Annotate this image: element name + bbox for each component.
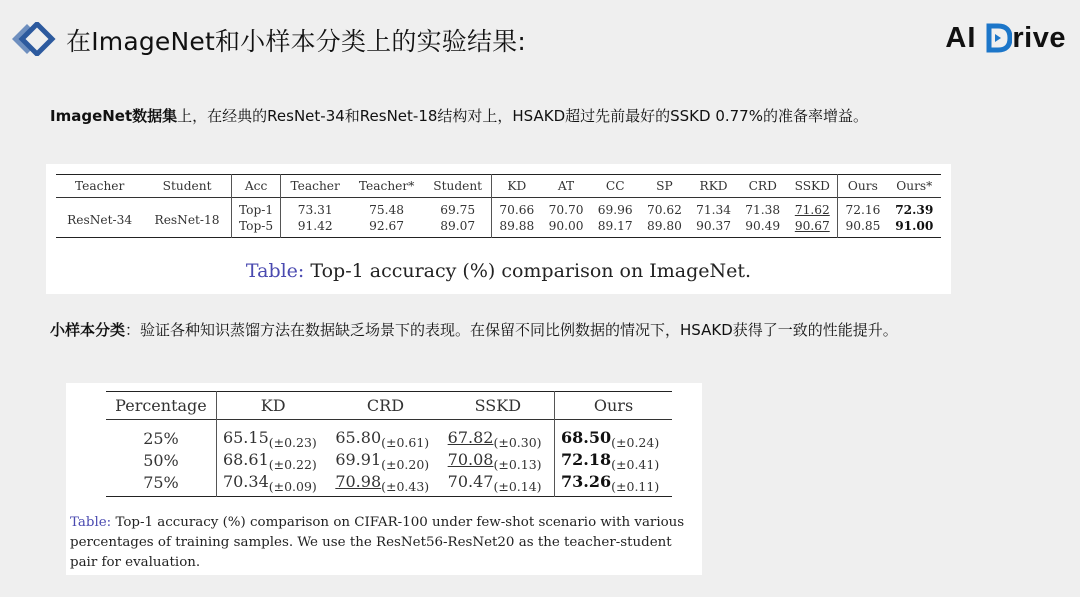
imagenet-table-caption bbox=[46, 260, 951, 282]
value: 68.50 bbox=[561, 428, 612, 447]
caption-label: Table: bbox=[70, 515, 112, 530]
table-cell bbox=[442, 471, 555, 497]
table-cell: 90.85 bbox=[838, 218, 888, 238]
col-header: SSKD bbox=[474, 396, 522, 415]
slide-title: 在ImageNet和小样本分类上的实验结果: bbox=[66, 27, 527, 56]
table-cell: 92.67 bbox=[369, 219, 405, 233]
std: (±0.30) bbox=[493, 435, 542, 450]
col-header: Ours* bbox=[896, 179, 933, 193]
table-cell: 71.34 bbox=[696, 203, 731, 217]
acc-cell: Top-1 bbox=[231, 198, 281, 219]
col-header: CC bbox=[605, 179, 625, 193]
col-header: SP bbox=[656, 179, 673, 193]
value: 65.15 bbox=[222, 428, 269, 447]
col-header: Student bbox=[162, 179, 212, 193]
table-cell bbox=[216, 449, 329, 471]
table-cell: 70.70 bbox=[548, 203, 584, 217]
std: (±0.20) bbox=[381, 457, 430, 472]
table-row bbox=[106, 471, 672, 497]
col-header: KD bbox=[216, 392, 329, 420]
table-cell bbox=[216, 420, 329, 450]
fewshot-lead: 小样本分类 bbox=[50, 321, 126, 339]
col-header: CRD bbox=[748, 179, 777, 193]
col-header: Student bbox=[433, 179, 483, 193]
table-cell: 70.62 bbox=[646, 203, 682, 217]
teacher-cell: ResNet-34 bbox=[67, 212, 133, 227]
value: 72.18 bbox=[561, 450, 612, 469]
std: (±0.09) bbox=[268, 479, 317, 494]
brand-ai-text: AI bbox=[945, 21, 977, 54]
std: (±0.22) bbox=[268, 457, 317, 472]
table-cell: 91.42 bbox=[281, 218, 349, 238]
imagenet-table-figure bbox=[46, 164, 951, 294]
col-header: Teacher bbox=[74, 179, 125, 193]
imagenet-table-header-row bbox=[56, 175, 941, 198]
table-cell: 89.88 bbox=[492, 218, 542, 238]
acc-cell: Top-5 bbox=[231, 218, 281, 238]
table-cell bbox=[555, 449, 672, 471]
std: (±0.14) bbox=[493, 479, 542, 494]
table-cell: 75.48 bbox=[369, 203, 405, 217]
std: (±0.61) bbox=[381, 435, 430, 450]
value: 69.91 bbox=[335, 450, 382, 469]
table-cell: 90.00 bbox=[548, 219, 584, 233]
table-cell bbox=[555, 420, 672, 450]
table-row bbox=[106, 449, 672, 471]
value: 70.34 bbox=[222, 472, 269, 491]
percentage-cell: 75% bbox=[143, 472, 179, 492]
table-cell: 72.39 bbox=[895, 203, 934, 217]
caption-text: Top-1 accuracy (%) comparison on ImageNet. bbox=[310, 260, 752, 282]
col-header: Teacher bbox=[281, 175, 349, 198]
table-cell: 69.96 bbox=[597, 203, 633, 217]
table-cell bbox=[216, 471, 329, 497]
col-header: Percentage bbox=[115, 396, 207, 415]
std: (±0.11) bbox=[611, 479, 660, 494]
table-row bbox=[56, 198, 941, 219]
std: (±0.43) bbox=[381, 479, 430, 494]
percentage-cell: 25% bbox=[143, 428, 179, 448]
table-cell: 71.62 bbox=[794, 203, 830, 217]
fewshot-description bbox=[50, 320, 955, 341]
table-cell bbox=[555, 471, 672, 497]
table-cell bbox=[442, 449, 555, 471]
value: 67.82 bbox=[447, 428, 494, 447]
brand-rive-text: rive bbox=[1012, 21, 1066, 54]
table-cell bbox=[329, 420, 441, 450]
table-cell bbox=[442, 420, 555, 450]
ai-drive-logo bbox=[945, 18, 1066, 58]
table-cell: 89.17 bbox=[597, 219, 633, 233]
imagenet-lead: ImageNet数据集 bbox=[50, 107, 178, 125]
table-cell: 73.31 bbox=[281, 198, 349, 219]
student-cell: ResNet-18 bbox=[154, 212, 220, 227]
table-cell: 89.80 bbox=[646, 219, 682, 233]
col-header: Ours bbox=[838, 175, 888, 198]
fewshot-table bbox=[106, 391, 672, 497]
table-cell: 91.00 bbox=[895, 219, 934, 233]
value: 70.98 bbox=[335, 472, 382, 491]
col-header: CRD bbox=[366, 396, 405, 415]
caption-text: Top-1 accuracy (%) comparison on CIFAR-100 under few-shot scenario with various percentages of training samples. We use the ResNet56-ResNet20 as the teacher-student pair for evaluation. bbox=[70, 515, 685, 570]
imagenet-table bbox=[56, 174, 941, 238]
table-row bbox=[106, 420, 672, 450]
col-header: RKD bbox=[699, 179, 728, 193]
value: 70.08 bbox=[447, 450, 494, 469]
table-cell: 90.49 bbox=[745, 219, 781, 233]
caption-label: Table: bbox=[245, 260, 305, 282]
fewshot-table-figure bbox=[66, 383, 702, 575]
col-header: Ours bbox=[555, 392, 672, 420]
fewshot-table-caption bbox=[70, 513, 698, 573]
drive-d-icon bbox=[986, 23, 1012, 53]
imagenet-description bbox=[50, 106, 955, 127]
std: (±0.41) bbox=[611, 457, 660, 472]
value: 65.80 bbox=[335, 428, 382, 447]
table-cell bbox=[329, 449, 441, 471]
col-header: SSKD bbox=[794, 179, 830, 193]
table-cell: 90.67 bbox=[794, 219, 830, 233]
value: 68.61 bbox=[222, 450, 269, 469]
std: (±0.13) bbox=[493, 457, 542, 472]
col-header: Acc bbox=[231, 175, 281, 198]
table-cell: 70.66 bbox=[492, 198, 542, 219]
percentage-cell: 50% bbox=[143, 450, 179, 470]
col-header: AT bbox=[557, 179, 575, 193]
table-cell bbox=[329, 471, 441, 497]
table-cell: 90.37 bbox=[696, 219, 731, 233]
col-header: KD bbox=[492, 175, 542, 198]
imagenet-text: 上，在经典的ResNet-34和ResNet-18结构对上，HSAKD超过先前最好的SSKD 0.77%的准备率增益。 bbox=[177, 107, 868, 125]
table-cell: 69.75 bbox=[440, 203, 476, 217]
fewshot-table-header-row bbox=[106, 392, 672, 420]
std: (±0.24) bbox=[611, 435, 660, 450]
col-header: Teacher* bbox=[358, 179, 415, 193]
table-cell: 72.16 bbox=[838, 198, 888, 219]
value: 70.47 bbox=[447, 472, 494, 491]
fewshot-text: ：验证各种知识蒸馏方法在数据缺乏场景下的表现。在保留不同比例数据的情况下，HSAKD获得了一致的性能提升。 bbox=[125, 321, 898, 339]
std: (±0.23) bbox=[268, 435, 317, 450]
value: 73.26 bbox=[561, 472, 612, 491]
table-cell: 71.38 bbox=[745, 203, 781, 217]
diamond-logo-icon bbox=[10, 22, 58, 56]
table-cell: 89.07 bbox=[440, 219, 476, 233]
